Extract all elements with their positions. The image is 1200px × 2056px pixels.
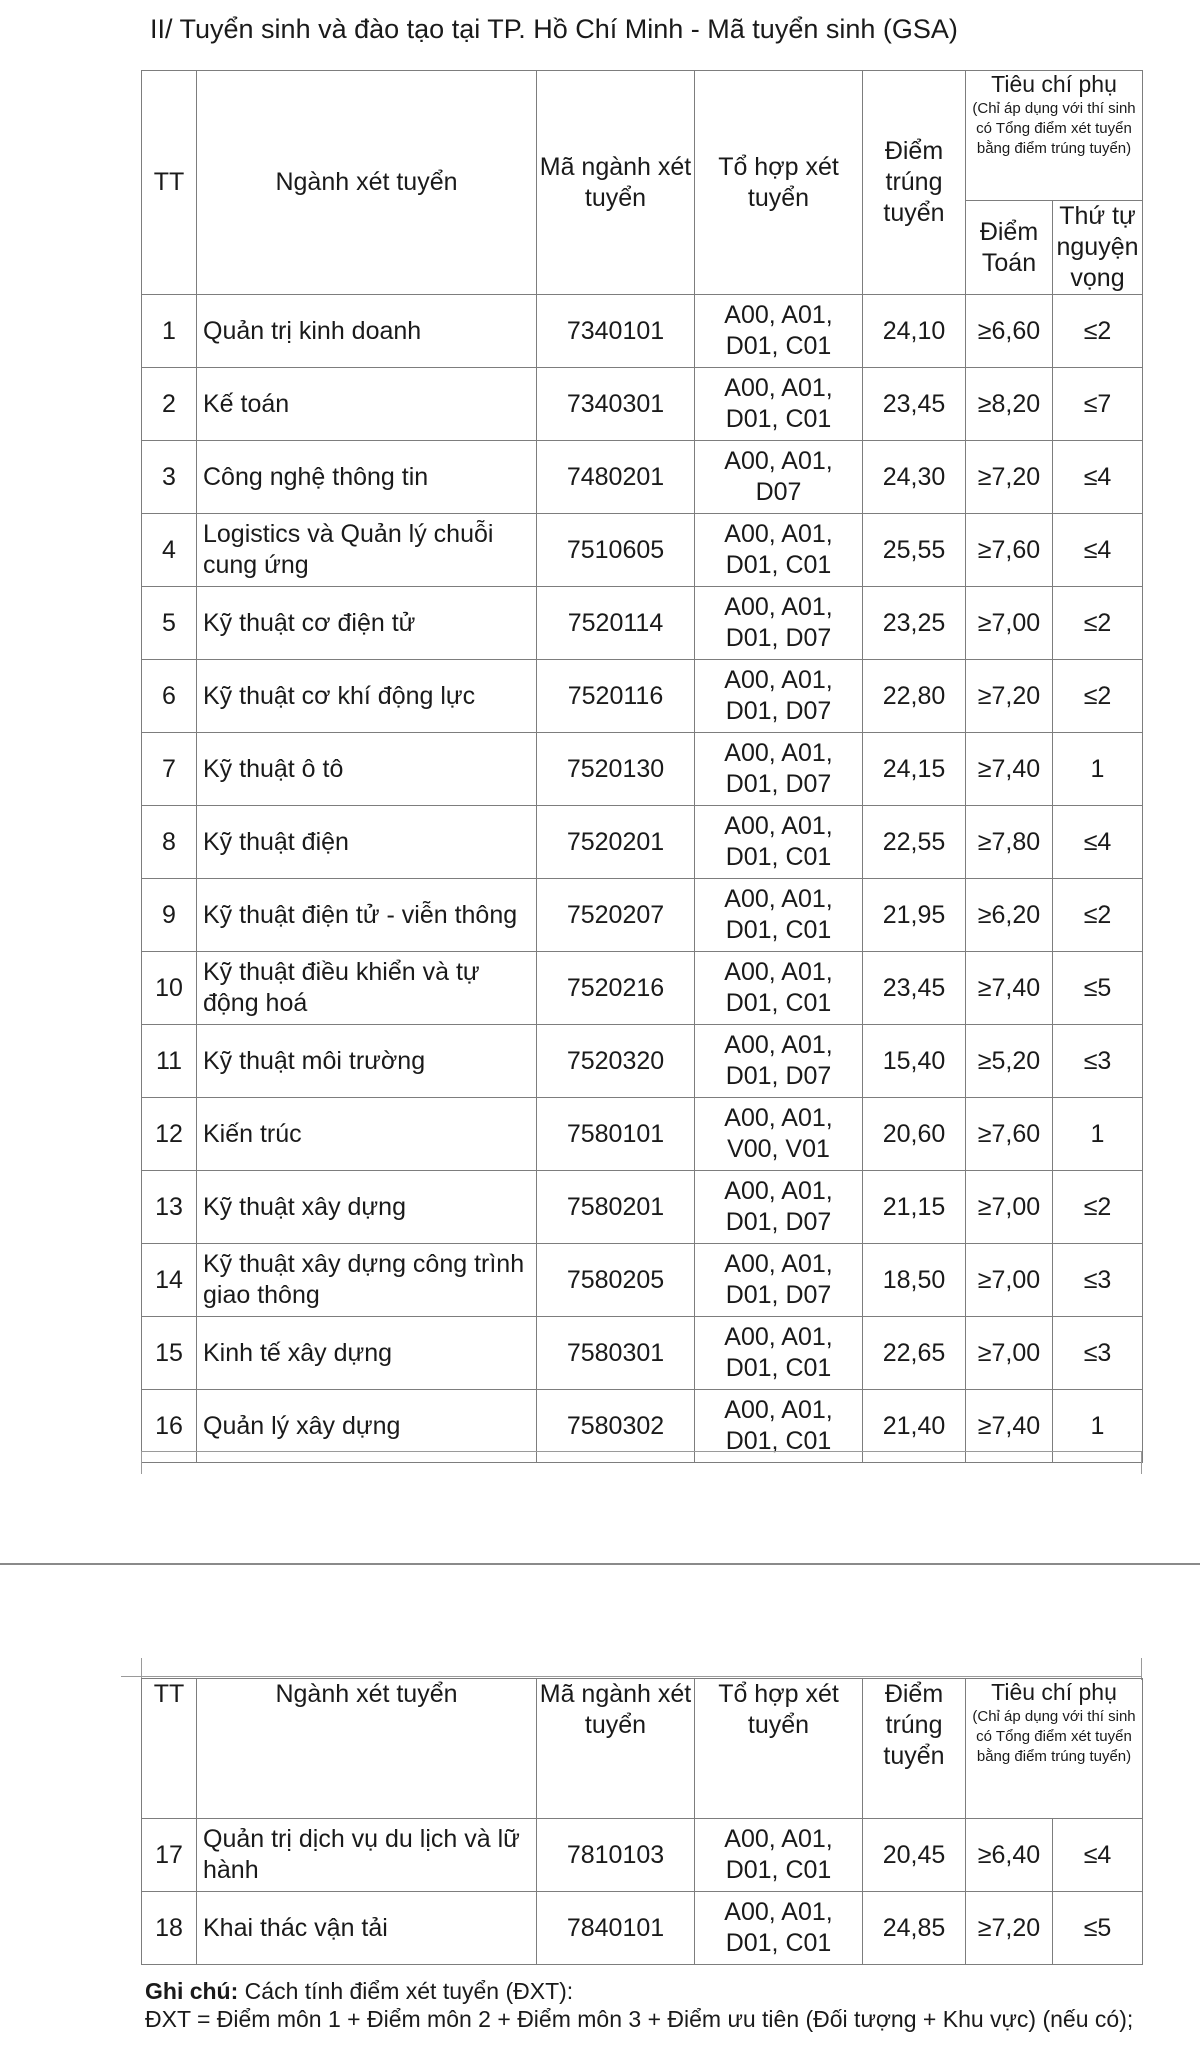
row-score: 22,80 xyxy=(863,660,966,733)
header-row xyxy=(142,71,1143,201)
row-wish: ≤2 xyxy=(1053,879,1143,952)
row-wish: 1 xyxy=(1053,1390,1143,1463)
header-code-2: Mã ngành xét tuyển xyxy=(537,1679,695,1819)
table-bottom-line xyxy=(141,1451,1142,1452)
row-combo-line: D01, D07 xyxy=(725,624,832,652)
row-major: Kỹ thuật điều khiển và tự động hoá xyxy=(197,952,537,1025)
row-score: 20,60 xyxy=(863,1098,966,1171)
row-combo-line: D01, C01 xyxy=(725,1929,832,1957)
row-code: 7480201 xyxy=(537,441,695,514)
row-combo xyxy=(695,587,863,660)
row-combo xyxy=(695,1244,863,1317)
table-row xyxy=(142,1819,1143,1892)
row-major: Kế toán xyxy=(197,368,537,441)
criteria-title-2: Tiêu chí phụ xyxy=(991,1679,1117,1705)
header-major-2: Ngành xét tuyển xyxy=(197,1679,537,1819)
row-math: ≥6,60 xyxy=(966,295,1053,368)
criteria-note-2: (Chỉ áp dụng với thí sinh có Tổng điểm xét tuyển bằng điểm trúng tuyển) xyxy=(972,1708,1136,1765)
row-combo-line: D01, C01 xyxy=(725,551,832,579)
row-math: ≥7,00 xyxy=(966,1244,1053,1317)
row-math: ≥7,40 xyxy=(966,733,1053,806)
table2-top-line xyxy=(121,1676,1142,1677)
row-tt: 2 xyxy=(142,368,197,441)
row-combo-line: D01, C01 xyxy=(725,1354,832,1382)
header-criteria xyxy=(966,71,1143,201)
row-combo-line: A00, A01, xyxy=(724,1104,833,1132)
row-wish: ≤7 xyxy=(1053,368,1143,441)
row-math: ≥7,40 xyxy=(966,952,1053,1025)
row-wish: ≤2 xyxy=(1053,587,1143,660)
row-major: Kiến trúc xyxy=(197,1098,537,1171)
row-math: ≥7,20 xyxy=(966,441,1053,514)
row-code: 7340101 xyxy=(537,295,695,368)
page-title: II/ Tuyển sinh và đào tạo tại TP. Hồ Chí Minh - Mã tuyển sinh (GSA) xyxy=(150,14,958,44)
row-score: 23,25 xyxy=(863,587,966,660)
row-code: 7580205 xyxy=(537,1244,695,1317)
table-row xyxy=(142,587,1143,660)
row-combo-line: A00, A01, xyxy=(724,1825,833,1853)
row-score: 20,45 xyxy=(863,1819,966,1892)
header-tt-2: TT xyxy=(142,1679,197,1819)
row-math: ≥7,20 xyxy=(966,1892,1053,1965)
row-combo-line: A00, A01, xyxy=(724,885,833,913)
row-wish: ≤3 xyxy=(1053,1317,1143,1390)
row-tt: 11 xyxy=(142,1025,197,1098)
row-wish: ≤3 xyxy=(1053,1244,1143,1317)
row-combo-line: D01, C01 xyxy=(725,1856,832,1884)
table-row xyxy=(142,879,1143,952)
row-combo-line: D01, D07 xyxy=(725,1208,832,1236)
table-row xyxy=(142,733,1143,806)
row-combo xyxy=(695,514,863,587)
row-score: 24,15 xyxy=(863,733,966,806)
row-code: 7520216 xyxy=(537,952,695,1025)
row-combo-line: D01, C01 xyxy=(725,916,832,944)
row-combo xyxy=(695,879,863,952)
table-row xyxy=(142,295,1143,368)
row-math: ≥7,00 xyxy=(966,1317,1053,1390)
header-criteria-2 xyxy=(966,1679,1143,1819)
row-math: ≥7,80 xyxy=(966,806,1053,879)
row-score: 25,55 xyxy=(863,514,966,587)
row-combo-line: D01, C01 xyxy=(725,405,832,433)
row-tt: 3 xyxy=(142,441,197,514)
row-combo xyxy=(695,1892,863,1965)
row-combo-line: D01, D07 xyxy=(725,1062,832,1090)
row-combo-line: A00, A01, xyxy=(724,447,833,475)
row-major: Kinh tế xây dựng xyxy=(197,1317,537,1390)
row-code: 7840101 xyxy=(537,1892,695,1965)
row-major: Kỹ thuật cơ điện tử xyxy=(197,587,537,660)
row-tt: 6 xyxy=(142,660,197,733)
page-separator xyxy=(0,1563,1200,1565)
header-score-2: Điểm trúng tuyển xyxy=(863,1679,966,1819)
row-math: ≥7,40 xyxy=(966,1390,1053,1463)
row-code: 7810103 xyxy=(537,1819,695,1892)
header-tt: TT xyxy=(142,71,197,295)
row-combo-line: A00, A01, xyxy=(724,1031,833,1059)
row-tt: 17 xyxy=(142,1819,197,1892)
note-formula: ĐXT = Điểm môn 1 + Điểm môn 2 + Điểm môn 3 + Điểm ưu tiên (Đối tượng + Khu vực) (nếu có); xyxy=(145,2006,1134,2032)
row-combo xyxy=(695,368,863,441)
row-math: ≥7,60 xyxy=(966,1098,1053,1171)
row-code: 7520320 xyxy=(537,1025,695,1098)
row-wish: ≤5 xyxy=(1053,952,1143,1025)
table-row xyxy=(142,952,1143,1025)
row-combo-line: A00, A01, xyxy=(724,593,833,621)
row-combo-line: A00, A01, xyxy=(724,1250,833,1278)
admission-table-continued xyxy=(141,1678,1143,1965)
row-combo-line: D01, C01 xyxy=(725,332,832,360)
criteria-note: (Chỉ áp dụng với thí sinh có Tổng điểm xét tuyển bằng điểm trúng tuyển) xyxy=(972,100,1136,157)
row-score: 23,45 xyxy=(863,952,966,1025)
row-combo-line: D01, C01 xyxy=(725,989,832,1017)
row-wish: 1 xyxy=(1053,1098,1143,1171)
row-combo xyxy=(695,1819,863,1892)
row-combo xyxy=(695,1025,863,1098)
row-wish: ≤3 xyxy=(1053,1025,1143,1098)
row-tt: 18 xyxy=(142,1892,197,1965)
row-major: Khai thác vận tải xyxy=(197,1892,537,1965)
row-combo xyxy=(695,441,863,514)
row-major: Logistics và Quản lý chuỗi cung ứng xyxy=(197,514,537,587)
row-tt: 4 xyxy=(142,514,197,587)
row-code: 7520207 xyxy=(537,879,695,952)
row-combo xyxy=(695,1098,863,1171)
table-row xyxy=(142,514,1143,587)
header-row-2 xyxy=(142,1679,1143,1819)
row-combo-line: A00, A01, xyxy=(724,301,833,329)
row-score: 24,85 xyxy=(863,1892,966,1965)
row-combo xyxy=(695,1171,863,1244)
row-tt: 16 xyxy=(142,1390,197,1463)
row-major: Kỹ thuật điện xyxy=(197,806,537,879)
table-stub-left xyxy=(141,1452,142,1474)
row-math: ≥6,40 xyxy=(966,1819,1053,1892)
row-math: ≥5,20 xyxy=(966,1025,1053,1098)
row-math: ≥7,00 xyxy=(966,587,1053,660)
row-wish: ≤5 xyxy=(1053,1892,1143,1965)
row-combo xyxy=(695,733,863,806)
row-combo xyxy=(695,295,863,368)
row-major: Kỹ thuật cơ khí động lực xyxy=(197,660,537,733)
row-code: 7580101 xyxy=(537,1098,695,1171)
note-text: Cách tính điểm xét tuyển (ĐXT): xyxy=(238,1978,574,2004)
row-score: 22,55 xyxy=(863,806,966,879)
table-row xyxy=(142,660,1143,733)
header-major: Ngành xét tuyển xyxy=(197,71,537,295)
header-math: Điểm Toán xyxy=(966,201,1053,295)
row-major: Kỹ thuật điện tử - viễn thông xyxy=(197,879,537,952)
row-tt: 14 xyxy=(142,1244,197,1317)
row-wish: ≤2 xyxy=(1053,1171,1143,1244)
row-combo-line: A00, A01, xyxy=(724,1177,833,1205)
table-row xyxy=(142,1171,1143,1244)
row-combo-line: A00, A01, xyxy=(724,1323,833,1351)
row-tt: 9 xyxy=(142,879,197,952)
row-combo xyxy=(695,660,863,733)
row-major: Quản trị kinh doanh xyxy=(197,295,537,368)
table-row xyxy=(142,441,1143,514)
admission-table xyxy=(141,70,1143,1463)
row-combo xyxy=(695,952,863,1025)
row-combo-line: V00, V01 xyxy=(727,1135,830,1163)
row-tt: 15 xyxy=(142,1317,197,1390)
row-code: 7510605 xyxy=(537,514,695,587)
row-combo-line: A00, A01, xyxy=(724,666,833,694)
row-wish: ≤4 xyxy=(1053,806,1143,879)
row-code: 7580302 xyxy=(537,1390,695,1463)
row-score: 23,45 xyxy=(863,368,966,441)
criteria-title: Tiêu chí phụ xyxy=(991,71,1117,97)
row-combo-line: D01, D07 xyxy=(725,1281,832,1309)
row-score: 24,10 xyxy=(863,295,966,368)
row-wish: ≤2 xyxy=(1053,660,1143,733)
row-code: 7580201 xyxy=(537,1171,695,1244)
row-score: 22,65 xyxy=(863,1317,966,1390)
row-combo-line: A00, A01, xyxy=(724,520,833,548)
row-code: 7520130 xyxy=(537,733,695,806)
row-combo-line: A00, A01, xyxy=(724,739,833,767)
row-code: 7520114 xyxy=(537,587,695,660)
row-major: Kỹ thuật xây dựng công trình giao thông xyxy=(197,1244,537,1317)
row-score: 15,40 xyxy=(863,1025,966,1098)
note-label: Ghi chú: xyxy=(145,1978,239,2004)
table2-stub-left xyxy=(141,1658,142,1680)
header-combo-2: Tổ hợp xét tuyển xyxy=(695,1679,863,1819)
table2-stub-right xyxy=(1141,1658,1142,1680)
row-tt: 10 xyxy=(142,952,197,1025)
row-combo-line: D01, C01 xyxy=(725,1427,832,1455)
table-row xyxy=(142,806,1143,879)
row-wish: 1 xyxy=(1053,733,1143,806)
row-score: 18,50 xyxy=(863,1244,966,1317)
row-combo-line: A00, A01, xyxy=(724,1396,833,1424)
header-wish: Thứ tự nguyện vọng xyxy=(1053,201,1143,295)
row-combo-line: A00, A01, xyxy=(724,958,833,986)
row-major: Công nghệ thông tin xyxy=(197,441,537,514)
row-tt: 13 xyxy=(142,1171,197,1244)
row-wish: ≤4 xyxy=(1053,514,1143,587)
row-math: ≥7,60 xyxy=(966,514,1053,587)
row-score: 21,95 xyxy=(863,879,966,952)
row-major: Quản trị dịch vụ du lịch và lữ hành xyxy=(197,1819,537,1892)
row-combo-line: D01, D07 xyxy=(725,770,832,798)
row-major: Kỹ thuật xây dựng xyxy=(197,1171,537,1244)
table-row xyxy=(142,368,1143,441)
table-row xyxy=(142,1025,1143,1098)
row-combo xyxy=(695,1317,863,1390)
row-wish: ≤4 xyxy=(1053,1819,1143,1892)
row-combo-line: D01, D07 xyxy=(725,697,832,725)
row-score: 21,40 xyxy=(863,1390,966,1463)
header-code: Mã ngành xét tuyển xyxy=(537,71,695,295)
row-wish: ≤2 xyxy=(1053,295,1143,368)
row-combo-line: A00, A01, xyxy=(724,812,833,840)
row-code: 7340301 xyxy=(537,368,695,441)
row-code: 7520116 xyxy=(537,660,695,733)
row-score: 21,15 xyxy=(863,1171,966,1244)
header-combo: Tổ hợp xét tuyển xyxy=(695,71,863,295)
table-row xyxy=(142,1317,1143,1390)
row-combo-line: D07 xyxy=(755,478,802,506)
row-math: ≥8,20 xyxy=(966,368,1053,441)
row-math: ≥7,00 xyxy=(966,1171,1053,1244)
row-combo-line: D01, C01 xyxy=(725,843,832,871)
table-stub-right xyxy=(1141,1452,1142,1474)
row-major: Kỹ thuật ô tô xyxy=(197,733,537,806)
row-code: 7520201 xyxy=(537,806,695,879)
row-major: Quản lý xây dựng xyxy=(197,1390,537,1463)
row-tt: 5 xyxy=(142,587,197,660)
row-combo-line: A00, A01, xyxy=(724,1898,833,1926)
row-score: 24,30 xyxy=(863,441,966,514)
row-tt: 1 xyxy=(142,295,197,368)
row-tt: 8 xyxy=(142,806,197,879)
row-combo-line: A00, A01, xyxy=(724,374,833,402)
row-tt: 7 xyxy=(142,733,197,806)
table-row xyxy=(142,1098,1143,1171)
row-math: ≥6,20 xyxy=(966,879,1053,952)
note xyxy=(145,1977,1155,2033)
table-row xyxy=(142,1892,1143,1965)
row-math: ≥7,20 xyxy=(966,660,1053,733)
row-tt: 12 xyxy=(142,1098,197,1171)
row-wish: ≤4 xyxy=(1053,441,1143,514)
row-major: Kỹ thuật môi trường xyxy=(197,1025,537,1098)
table-row xyxy=(142,1244,1143,1317)
row-code: 7580301 xyxy=(537,1317,695,1390)
header-score: Điểm trúng tuyển xyxy=(863,71,966,295)
row-combo xyxy=(695,806,863,879)
